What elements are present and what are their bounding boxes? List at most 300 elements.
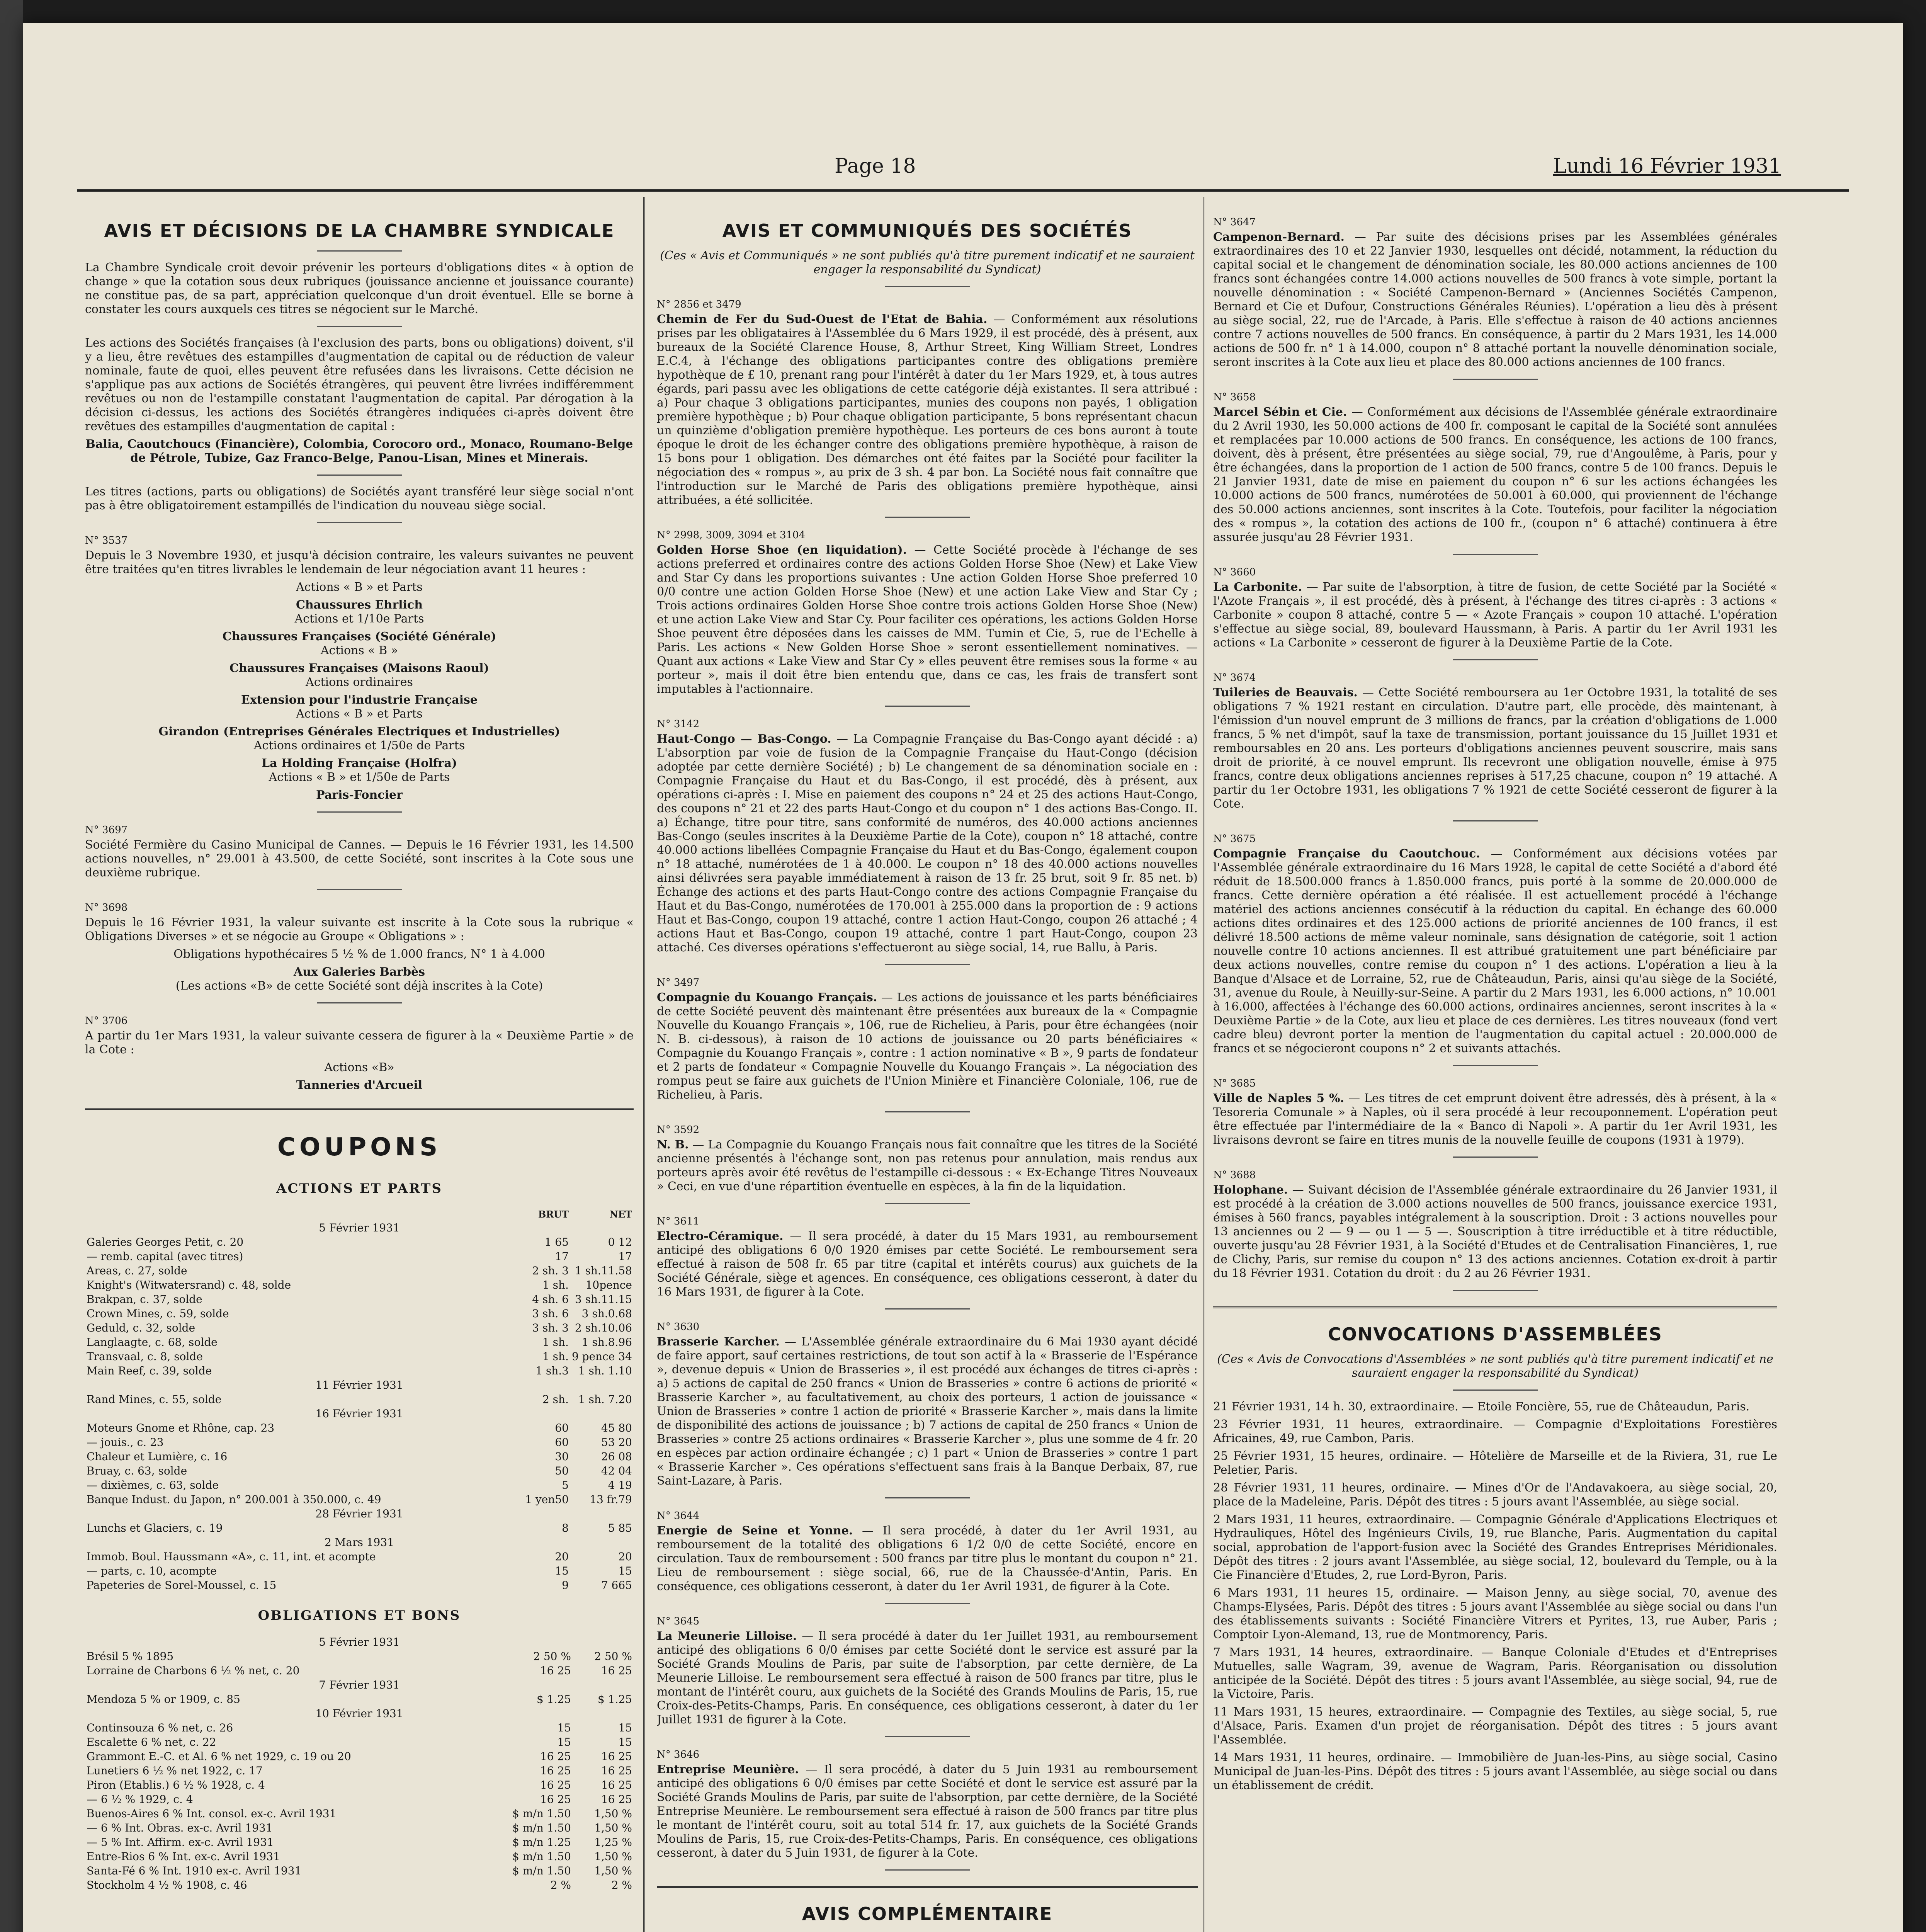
brut-value: 17 [555,1250,569,1263]
table-row [85,1549,634,1564]
notice-text: — Conformément aux décisions votées par l'Assemblée générale extraordinaire du 16 Mars 1928, le capital de cette Société a d'abord été réduit de 18.500.000 francs à 1.850.000 francs, puis porté à la somme de 20.000.000 de francs. Cette dernière opération a été réalisée. Il est actuellement procédé à l'échange matériel des actions anciennes consécutif à la réduction du capital. En échange des 60.000 actions dites ordinaires et des 125.000 actions de priorité anciennes de 100 francs, il est délivré 18.500 actions de même valeur nominale, sans désignation de catégorie, soit 1 action nouvelle contre 10 actions anciennes. Il est attribué gratuitement une part bénéficiaire par deux actions nouvelles, contre remise du coupon n° 1 des actions. L'opération a lieu à la Banque d'Alsace et de Lorraine, 52, rue de Châteaudun, Paris, ainsi qu'au siège de la Société, 31, avenue du Roule, à Neuilly-sur-Seine. A partir du 2 Mars 1931, les 6.000 actions, n° 10.001 à 16.000, affectées à l'échange des 60.000 actions, ordinaires anciennes, seront inscrites à la « Deuxième Partie » de la Cote, aux lieu et place de ces dernières. Les titres nouveaux (fond vert cadre bleu) devront porter la mention de l'augmentation du capital actuel : 20.000.000 de francs et se négocieront coupons n° 2 et suivants attachés. [1213,847,1777,1055]
notice-heading: Tuileries de Beauvais. [1213,686,1358,699]
table-row [85,1878,634,1892]
security-name: Continsouza 6 % net, c. 26 [87,1721,233,1734]
table-row [85,1478,634,1492]
net-value: 16 25 [601,1764,632,1777]
obligations-table [85,1635,634,1892]
separator [1453,554,1538,555]
security-name: Geduld, c. 32, solde [87,1321,195,1334]
paragraph: Depuis le 16 Février 1931, la valeur suivante est inscrite à la Cote sous la rubrique « Obligations Diverses » et se négocie au Groupe « Obligations » : [85,916,634,943]
brut-value: 3 sh. 6 [532,1307,569,1320]
net-value: 2 sh.10.06 [575,1321,632,1334]
brut-value: 15 [557,1736,571,1748]
net-value: 1 sh. 7.20 [578,1393,632,1406]
separator [1453,1290,1538,1291]
separator [885,1111,970,1112]
table-row [85,1335,634,1349]
security-name: Mendoza 5 % or 1909, c. 85 [87,1693,240,1706]
section-rule [1213,1306,1777,1308]
notice-body [1213,230,1777,369]
notice-body [657,1763,1198,1860]
table-row [85,1821,634,1835]
net-value: 1,50 % [594,1864,632,1877]
notice-body [657,991,1198,1102]
section-title: AVIS ET COMMUNIQUÉS DES SOCIÉTÉS [722,220,1132,241]
obligations-title: OBLIGATIONS ET BONS [258,1608,461,1623]
brut-value: $ m/n 1.25 [512,1836,571,1849]
notice-heading: Marcel Sébin et Cie. [1213,405,1347,419]
date-row [85,1378,634,1392]
paragraph: Les actions des Sociétés françaises (à l'exclusion des parts, bons ou obligations) doivent, s'il y a lieu, être revêtues des estampilles d'augmentation de capital ou de réduction de valeur nominale, faute de quoi, elles peuvent être refusées dans les livraisons. Cette décision ne s'applique pas aux actions de Sociétés étrangères, qui peuvent être livrées indifféremment revêtues ou non de l'estampille constatant l'augmentation de capital. Par dérogation à la décision ci-dessus, les actions des Sociétés étrangères indiquées ci-après doivent être revêtues des estampilles d'augmentation de capital : [85,336,634,433]
table-row [85,1764,634,1778]
security-name: Main Reef, c. 39, solde [87,1364,212,1377]
security-name: Entre-Rios 6 % Int. ex-c. Avril 1931 [87,1850,280,1863]
brut-value: 1 sh. [542,1279,569,1291]
security-name: Stockholm 4 ½ % 1908, c. 46 [87,1879,247,1891]
paragraph: La Chambre Syndicale croit devoir prévenir les porteurs d'obligations dites « à option de change » que la cotation sous deux rubriques (jouissance ancienne et jouissance courante) ne constitue pas, de sa part, appréciation quelconque d'un droit éventuel. Elle se borne à constater les cours auxquels ces titres se négocient sur le Marché. [85,261,634,316]
net-value: 16 25 [601,1793,632,1806]
notice-number: N° 3142 [657,718,700,730]
notice-heading: La Meunerie Lilloise. [657,1629,797,1643]
notice-body [1213,1092,1777,1147]
net-value: 53 20 [601,1436,632,1449]
section-title: AVIS COMPLÉMENTAIRE [802,1903,1053,1924]
net-value: 3 sh.11.15 [575,1293,632,1306]
separator [317,522,402,523]
notice-number: N° 3630 [657,1321,700,1333]
table-row [85,1492,634,1507]
table-row [85,1835,634,1849]
table-date: 28 Février 1931 [315,1507,403,1520]
column-avis-societes [657,205,1198,1932]
company-name: Girandon (Entreprises Générales Electriques et Industrielles) [158,725,560,738]
convocation-item: 28 Février 1931, 11 heures, ordinaire. — Mines d'Or de l'Andavakoera, au siège social, 20, place de la Madeleine, Paris. Dépôt des titres : 5 jours avant l'Assemblée, au siège social. [1213,1481,1777,1509]
col-brut: BRUT [538,1209,569,1220]
notice-number: N° 3675 [1213,833,1256,845]
net-value: 3 sh.0.68 [581,1307,632,1320]
notice-number: N° 3611 [657,1216,700,1227]
brut-value: 20 [555,1550,569,1563]
net-value: 16 25 [601,1750,632,1763]
section-title: CONVOCATIONS D'ASSEMBLÉES [1328,1324,1663,1345]
notice-body [657,1524,1198,1594]
company-name: Tanneries d'Arcueil [296,1078,423,1092]
paragraph: Actions «B» [324,1061,394,1074]
brut-value: 1 sh.3 [535,1364,569,1377]
separator [885,1736,970,1737]
notice-text: — La Compagnie Française du Bas-Congo ayant décidé : a) L'absorption par voie de fusion de la Compagnie Française du Haut-Congo (décision adoptée par cette dernière Société) ; b) Le changement de sa dénomination sociale en : Compagnie Française du Haut et du Bas-Congo, il est procédé, dès à présent, aux opérations ci-après : I. Mise en paiement des coupons n° 24 et 25 des actions Haut-Congo, des coupons n° 21 et 22 des parts Haut-Congo et du coupon n° 1 des actions Bas-Congo. II. a) Échange, titre pour titre, sans conformité de numéros, des 40.000 actions anciennes Bas-Congo (seules inscrites à la Deuxième Partie de la Cote), coupon n° 18 attaché, contre 40.000 actions libellées Compagnie Française du Haut et du Bas-Congo, également coupon n° 18 attaché, numérotées de 1 à 40.000. Le coupon n° 18 des 40.000 actions nouvelles ainsi délivrées sera payable immédiatement à raison de 13 fr. 25 brut, soit 9 fr. 85 net. b) Échange des actions et des parts Haut-Congo contre des actions Compagnie Française du Haut et du Bas-Congo, numérotées de 170.001 à 255.000 dans la proportion de : 9 actions Haut et Bas-Congo, coupon 19 attaché, contre 1 action Haut-Congo, coupon 26 attaché ; 4 actions Haut et Bas-Congo, coupon 19 attaché, contre 1 part Haut-Congo, coupon 23 attaché. Ces diverses opérations s'effectueront au siège social, 14, rue Ballu, à Paris. [657,732,1198,954]
table-row [85,1521,634,1535]
paragraph: (Les actions «B» de cette Société sont déjà inscrites à la Cote) [175,979,543,993]
table-row [85,1849,634,1864]
net-value: 2 50 % [594,1650,632,1663]
table-row [85,1864,634,1878]
page-number: Page 18 [835,155,916,178]
security-type: Actions « B » et Parts [296,580,423,594]
table-date: 10 Février 1931 [315,1707,403,1720]
security-type: Actions ordinaires et 1/50e de Parts [253,739,465,752]
net-value: 9 pence 34 [571,1350,632,1363]
notice-number: N° 3647 [1213,216,1256,228]
brut-value: 15 [557,1721,571,1734]
notice-text: — La Compagnie du Kouango Français nous fait connaître que les titres de la Société ancienne présentés à l'échange sont, non pas retenus pour annulation, mais rendus aux porteurs après avoir été revêtus de l'estampille ci-dessous : « Ex-Echange Titres Nouveaux » Ceci, en vue d'une répartition éventuelle en espèces, à la fin de la liquidation. [657,1138,1198,1193]
net-value: 45 80 [601,1422,632,1434]
company-name: Chaussures Françaises (Maisons Raoul) [229,662,489,675]
security-name: — 5 % Int. Affirm. ex-c. Avril 1931 [87,1836,274,1849]
separator [885,1308,970,1310]
notice-number: N° 3688 [1213,1169,1256,1181]
security-type: Actions « B » et 1/50e de Parts [269,770,450,784]
security-name: Chaleur et Lumière, c. 16 [87,1450,228,1463]
notice-number: N° 3646 [657,1749,700,1760]
table-date: 11 Février 1931 [315,1379,403,1391]
brut-value: 8 [562,1522,569,1534]
table-row [85,1749,634,1764]
security-name: Santa-Fé 6 % Int. 1910 ex-c. Avril 1931 [87,1864,302,1877]
notice-body [1213,405,1777,544]
notice-heading: Electro-Céramique. [657,1230,784,1243]
company-name: Extension pour l'industrie Française [241,693,478,707]
notice-heading: Entreprise Meunière. [657,1763,799,1776]
brut-value: 1 yen50 [525,1493,569,1506]
table-date: 16 Février 1931 [315,1407,403,1420]
notice-body [657,543,1198,696]
paragraph: Obligations hypothécaires 5 ½ % de 1.000 francs, N° 1 à 4.000 [173,947,545,961]
notice-text: — Il sera procédé, à dater du 15 Mars 1931, au remboursement anticipé des obligations 6 0/0 1920 émises par cette Société. Le remboursement sera effectué à raison de 508 fr. 65 par titre (capital et intérêts courus) aux guichets de la Société Générale, siège et agences. En conséquence, ces obligations cesseront, à dater du 16 Mars 1931, de figurer à la Cote. [657,1230,1198,1299]
scan-edge [0,0,23,1932]
security-name: — dixièmes, c. 63, solde [87,1479,219,1492]
security-name: Bruay, c. 63, solde [87,1464,187,1477]
notice-body [657,1629,1198,1727]
date-row [85,1507,634,1521]
notice-number: N° 3645 [657,1616,700,1627]
notice-text: — Il sera procédé à dater du 1er Juillet 1931, au remboursement anticipé des obligations 6 0/0 émises par cette Société dont le service est assuré par la Société Grands Moulins de Paris, par suite de l'absorption, par cette dernière, de La Meunerie Lilloise. Le remboursement sera effectué à raison de 500 francs par titre, plus le montant de l'intérêt couru, aux guichets de la Société des Grands Moulins de Paris, 15, rue Croix-des-Petits-Champs, Paris. En conséquence, ces obligations cesseront, à dater du 1er Juillet 1931 de figurer à la Cote. [657,1629,1198,1726]
brut-value: 16 25 [540,1779,571,1791]
brut-value: 1 sh. [542,1336,569,1349]
table-row [85,1321,634,1335]
net-value: 42 04 [601,1464,632,1477]
security-name: Transvaal, c. 8, solde [87,1350,203,1363]
convocation-item: 6 Mars 1931, 11 heures 15, ordinaire. — Maison Jenny, au siège social, 70, avenue des Champs-Elysées, Paris. Dépôt des titres : 5 jours avant l'Assemblée au siège social ou dans l'un des établissements suivants : Société Financière Vitrers et Pyrites, 13, rue Auber, Paris ; Comptoir Lyon-Alemand, 13, rue de Montmorency, Paris. [1213,1586,1777,1641]
separator [317,1002,402,1003]
section-rule [85,1108,634,1110]
net-value: 17 [618,1250,632,1263]
net-value: 1,25 % [594,1836,632,1849]
notice-text: — L'Assemblée générale extraordinaire du 6 Mai 1930 ayant décidé de faire apport, sauf certaines restrictions, de tout son actif à la « Brasserie de l'Espérance », devenue depuis « Union de Brasseries », il est procédé aux échanges de titres ci-après : a) 5 actions de capital de 250 francs « Union de Brasseries » contre 6 actions de priorité « Brasserie Karcher », au facultativement, au choix des porteurs, 1 action de jouissance « Union de Brasseries » contre 1 action de priorité « Brasserie Karcher », mais dans la limite de disponibilité des actions de jouissance ; b) 7 actions de capital de 250 francs « Union de Brasseries » contre 25 actions ordinaires « Brasserie Karcher », plus une somme de 4 fr. 20 en espèces par action ordinaire échangée ; c) 1 part « Union de Brasseries » contre 1 part « Brasserie Karcher ». Ces opérations s'effectuent sans frais à la Banque Derbaix, 87, rue Saint-Lazare, à Paris. [657,1335,1198,1488]
convocation-item: 21 Février 1931, 14 h. 30, extraordinaire. — Etoile Foncière, 55, rue de Châteaudun, Paris. [1213,1400,1750,1413]
notice-heading: N. B. [657,1138,689,1151]
brut-value: 2 % [550,1879,571,1891]
notice-body [657,1335,1198,1488]
table-row [85,1464,634,1478]
net-value: 20 [618,1550,632,1563]
brut-value: 30 [555,1450,569,1463]
brut-value: $ m/n 1.50 [512,1850,571,1863]
paragraph: Société Fermière du Casino Municipal de Cannes. — Depuis le 16 Février 1931, les 14.500 actions nouvelles, n° 29.001 à 43.500, de cette Société, sont inscrites à la Cote sous une deuxième rubrique. [85,838,634,879]
security-type: Actions « B » [320,644,398,657]
net-value: 1,50 % [594,1821,632,1834]
security-name: — 6 ½ % 1929, c. 4 [87,1793,193,1806]
security-name: Langlaagte, c. 68, solde [87,1336,218,1349]
separator [1453,1156,1538,1158]
net-value: 10pence [585,1279,632,1291]
security-name: Grammont E.-C. et Al. 6 % net 1929, c. 19 ou 20 [87,1750,351,1763]
net-value: 15 [618,1736,632,1748]
date-row [85,1635,634,1649]
column-divider [1204,197,1205,1932]
notice-text: — Il sera procédé, à dater du 5 Juin 1931 au remboursement anticipé des obligations 6 0/0 émises par cette Société et dont le service est assuré par la Société Grands Moulins de Paris, par suite de l'absorption, par cette dernière, de la Société Entreprise Meunière. Le remboursement sera effectué à raison de 500 francs par titre plus le montant de l'intérêt couru, soit au total 514 fr. 17, aux guichets de la Société Grands Moulins de Paris, 15, rue Croix-des-Petits-Champs, Paris. En conséquence, ces obligations cesseront, à dater du 5 Juin 1931, de figurer à la Cote. [657,1763,1198,1860]
separator [317,811,402,813]
separator [885,1869,970,1871]
convocation-item: 14 Mars 1931, 11 heures, ordinaire. — Immobilière de Juan-les-Pins, au siège social, Casino Municipal de Juan-les-Pins. Dépôt des titres : 5 jours avant l'Assemblée, au siège social ou dans un établissement de crédit. [1213,1751,1777,1792]
notice-number: N° 3644 [657,1510,700,1522]
net-value: 1,50 % [594,1807,632,1820]
brut-value: 2 50 % [533,1650,571,1663]
net-value: 0 12 [608,1236,632,1248]
convocation-item: 23 Février 1931, 11 heures, extraordinaire. — Compagnie d'Exploitations Forestières Africaines, 49, rue Cambon, Paris. [1213,1418,1777,1445]
brut-value: 60 [555,1436,569,1449]
security-name: Brésil 5 % 1895 [87,1650,174,1663]
table-row [85,1564,634,1578]
net-value: 1 sh.8.96 [581,1336,632,1349]
notice-heading: Ville de Naples 5 %. [1213,1092,1344,1105]
net-value: 13 fr.79 [590,1493,632,1506]
company-name: Chaussures Ehrlich [296,598,423,612]
notice-heading: Compagnie du Kouango Français. [657,991,877,1004]
notice-number: N° 3697 [85,824,128,836]
table-row [85,1663,634,1678]
table-row [85,1792,634,1806]
brut-value: 60 [555,1422,569,1434]
notice-number: N° 3698 [85,902,128,913]
brut-value: 50 [555,1464,569,1477]
notice-body [1213,847,1777,1056]
security-name: Lunchs et Glaciers, c. 19 [87,1522,223,1534]
paragraph: Les titres (actions, parts ou obligations) de Sociétés ayant transféré leur siège social n'ont pas à être obligatoirement estampillés de l'indication du nouveau siège social. [85,485,634,512]
security-name: — remb. capital (avec titres) [87,1250,243,1263]
notice-heading: La Carbonite. [1213,580,1302,594]
company-name: Paris-Foncier [316,788,403,802]
security-type: Actions ordinaires [306,675,413,689]
separator [1453,379,1538,380]
notice-text: — Conformément aux résolutions prises par les obligataires à l'Assemblée du 6 Mars 1929, il est procédé, dès à présent, aux bureaux de la Société Clarence House, 8, Arthur Street, King William Street, Londres E.C.4, à l'échange des obligations participantes contre des obligations première hypothèque de £ 10, prenant rang pour l'intérêt à dater du 1er Mars 1929, et, à tous autres égards, pari passu avec les obligations de cette catégorie déjà existantes. Il sera attribué : a) Pour chaque 3 obligations participantes, munies des coupons non payés, 1 obligation première hypothèque ; b) Pour chaque obligation participante, 5 bons représentant chacun un quinzième d'obligation première hypothèque. Les porteurs de ces bons auront à toute époque le droit de les échanger contre des obligations première hypothèque, à raison de 15 bons pour 1 obligation. Des démarches ont été faites par la Société pour faciliter la négociation des « rompus », au prix de 3 sh. 4 par bon. La Société nous fait connaître que l'introduction sur le Marché de Paris des obligations première hypothèque, ainsi attribuées, a été sollicitée. [657,313,1198,507]
notice-text: — Cette Société remboursera au 1er Octobre 1931, la totalité de ses obligations 7 % 1921 restant en circulation. D'autre part, elle procède, dès maintenant, à l'émission d'un nouvel emprunt de 3 millions de francs, par la création d'obligations de 1.000 francs, 5 % net d'impôt, sauf la taxe de transmission, portant jouissance du 15 Juillet 1931 et remboursables en 20 ans. Les porteurs d'obligations anciennes peuvent souscrire, mais sans droit de priorité, à ce nouvel emprunt. Ils recevront une obligation nouvelle, émise à 975 francs, contre deux obligations anciennes reprises à 517,25 chacune, coupon n° 19 attaché. A partir du 1er Octobre 1931, les obligations 7 % 1921 de cette Société cesseront de figurer à la Cote. [1213,686,1777,811]
security-name: Buenos-Aires 6 % Int. consol. ex-c. Avril 1931 [87,1807,337,1820]
table-row [85,1292,634,1306]
separator [1453,820,1538,821]
coupons-title: COUPONS [277,1133,442,1162]
brut-value: $ 1.25 [536,1693,571,1706]
company-list: Balia, Caoutchoucs (Financière), Colombia, Corocoro ord., Monaco, Roumano-Belge de Pétrole, Tubize, Gaz Franco-Belge, Panou-Lisan, Mines et Minerais. [85,437,633,465]
table-row [85,1735,634,1749]
table-row [85,1435,634,1449]
convocation-item: 7 Mars 1931, 14 heures, extraordinaire. — Banque Coloniale d'Etudes et d'Entreprises Mutuelles, salle Wagram, 39, avenue de Wagram, Paris. Réorganisation ou dissolution anticipée de la Société. Dépôt des titres : 5 jours avant l'Assemblée, au siège social, 94, rue de la Victoire, Paris. [1213,1646,1777,1701]
table-row [85,1249,634,1264]
security-name: Lorraine de Charbons 6 ½ % net, c. 20 [87,1664,300,1677]
table-row [85,1721,634,1735]
net-value: 2 % [611,1879,632,1891]
company-name: Aux Galeries Barbès [293,965,425,979]
security-name: — 6 % Int. Obras. ex-c. Avril 1931 [87,1821,273,1834]
security-name: Lunetiers 6 ½ % net 1922, c. 17 [87,1764,263,1777]
date-row [85,1706,634,1721]
brut-value: 5 [562,1479,569,1492]
convocation-list [1213,1400,1777,1793]
notice-heading: Energie de Seine et Yonne. [657,1524,853,1537]
separator [1453,1389,1538,1391]
coupons-table [85,1208,634,1592]
notice-text: — Suivant décision de l'Assemblée générale extraordinaire du 26 Janvier 1931, il est procédé à la création de 3.000 actions nouvelles de 500 francs, jouissance exercice 1931, émises à 560 francs, payables intégralement à la souscription. Droit : 3 actions nouvelles pour 13 anciennes ou 2 — 9 — ou 1 — 5 —. Souscription à titre irréductible et à titre réductible, ouverte jusqu'au 28 Février 1931, à la Société d'Etudes et de Centralisation Financières, 1, rue de Clichy, Paris, sur remise du coupon n° 13 des actions anciennes. Cotation ex-droit à partir du 18 Février 1931. Cotation du droit : du 2 au 26 Février 1931. [1213,1183,1777,1280]
security-name: Banque Indust. du Japon, n° 200.001 à 350.000, c. 49 [87,1493,381,1506]
notice-text: — Les titres de cet emprunt doivent être adressés, dès à présent, à la « Tesoreria Comunale » à Naples, où il sera procédé à leur recouponnement. L'opération peut être effectuée par l'intermédiaire de la « Banco di Napoli ». A partir du 1er Avril 1931, les livraisons devront se faire en titres munis de la nouvelle feuille de coupons (1931 à 1979). [1213,1092,1777,1147]
table-row [85,1349,634,1364]
security-name: Areas, c. 27, solde [87,1264,187,1277]
separator [885,706,970,707]
brut-value: 16 25 [540,1664,571,1677]
column-avis-suite [1213,205,1777,1932]
notice-text: — Les actions de jouissance et les parts bénéficiaires de cette Société peuvent dès maintenant être présentées aux bureaux de la « Compagnie Nouvelle du Kouango Français », 106, rue de Richelieu, à Paris, pour être échangées (noir N. B. ci-dessous), à raison de 10 actions de jouissance ou 20 parts bénéficiaires « Compagnie du Kouango Français », contre : 1 action nominative « B », 9 parts de fondateur et 2 parts de fondateur « Compagnie Nouvelle du Kouango Français ». La négociation des rompus peut se faire aux guichets de l'Union Minière et Financière Coloniale, 106, rue de Richelieu, à Paris. [657,991,1198,1102]
table-header [85,1208,634,1221]
table-row [85,1264,634,1278]
security-name: — jouis., c. 23 [87,1436,164,1449]
brut-value: 4 sh. 6 [532,1293,569,1306]
company-name: La Holding Française (Holfra) [262,757,457,770]
notice-heading: Chemin de Fer du Sud-Ouest de l'Etat de Bahia. [657,313,988,326]
table-date: 7 Février 1931 [319,1679,400,1691]
notice-text: — Par suite de l'absorption, à titre de fusion, de cette Société par la Société « l'Azote Français », il est procédé, dès à présent, à l'échange des titres ci-après : 3 actions « Carbonite » coupon 8 attaché, contre 5 — « Azote Français » coupon 10 attaché. L'opération s'effectue au siège social, 89, boulevard Haussmann, à Paris. A partir du 1er Avril 1931 les actions « La Carbonite » cesseront de figurer à la Deuxième Partie de la Cote. [1213,580,1777,650]
separator [317,889,402,890]
security-name: Galeries Georges Petit, c. 20 [87,1236,244,1248]
paragraph: A partir du 1er Mars 1931, la valeur suivante cessera de figurer à la « Deuxième Partie » de la Cote : [85,1029,634,1056]
notice-list [657,299,1198,1871]
security-name: Papeteries de Sorel-Moussel, c. 15 [87,1579,277,1592]
notice-text: — Par suite des décisions prises par les Assemblées générales extraordinaires des 10 et 22 Janvier 1930, lesquelles ont décidé, notamment, la réduction du capital social et le changement de dénomination sociale, les 80.000 actions anciennes de 100 francs sont échangées contre 14.000 actions nouvelles de 500 francs à vote simple, portant la nouvelle dénomination : « Société Campenon-Bernard » (Anciennes Sociétés Campenon, Bernard et Cie et Dufour, Constructions Générales Réunies). L'opération a lieu dès à présent au siège social, 22, rue de l'Arcade, à Paris. Elle s'effectue à raison de 40 actions anciennes contre 7 actions nouvelles de 500 francs. En conséquence, à partir du 2 Mars 1931, les 14.000 actions de 500 fr. n° 1 à 14.000, coupon n° 8 attaché portant la nouvelle dénomination sociale, seront inscrites à la Cote aux lieu et place des 80.000 actions anciennes de 100 francs. [1213,230,1777,369]
separator [885,964,970,965]
table-row [85,1392,634,1406]
notice-heading: Golden Horse Shoe (en liquidation). [657,543,907,557]
net-value: 16 25 [601,1779,632,1791]
notice-heading: Holophane. [1213,1183,1288,1197]
security-type: Actions et 1/10e Parts [294,612,424,626]
table-date: 5 Février 1931 [319,1221,400,1234]
convocation-item: 11 Mars 1931, 15 heures, extraordinaire. — Compagnie des Textiles, au siège social, 5, rue d'Alsace, Paris. Examen d'un projet de réorganisation. Dépôt des titres : 5 jours avant l'Assemblée. [1213,1705,1777,1747]
table-row [85,1806,634,1821]
notice-text: — Cette Société procède à l'échange de ses actions preferred et ordinaires contre des actions Golden Horse Shoe (New) et Lake View and Star Cy dans les proportions suivantes : Une action Golden Horse Shoe preferred 10 0/0 contre une action Golden Horse Shoe (New) et une action Lake View and Star Cy ; Trois actions ordinaires Golden Horse Shoe contre trois actions Golden Horse Shoe (New) et une action Lake View and Star Cy. Pour faciliter ces opérations, les actions Golden Horse Shoe peuvent être déposées dans les caisses de MM. Tumin et Cie, 5, rue de l'Echelle à Paris. Les actions « New Golden Horse Shoe » seront essentiellement nominatives. — Quant aux actions « Lake View and Star Cy » elles peuvent être remises sous la forme « au porteur », mais il doit être bien entendu que, dans ce cas, les frais de transfert sont imputables à l'actionnaire. [657,543,1198,696]
security-name: Immob. Boul. Haussmann «A», c. 11, int. et acompte [87,1550,376,1563]
date-row [85,1221,634,1235]
section-rule [657,1886,1198,1888]
separator [317,474,402,476]
brut-value: $ m/n 1.50 [512,1864,571,1877]
section-subtitle: (Ces « Avis et Communiqués » ne sont publiés qu'à titre purement indicatif et ne sauraient engager la responsabilité du Syndicat) [660,249,1195,276]
table-date: 2 Mars 1931 [325,1536,394,1549]
separator [885,517,970,518]
notice-number: N° 2998, 3009, 3094 et 3104 [657,529,806,541]
company-name: Chaussures Françaises (Société Générale) [222,630,496,643]
security-name: Piron (Etablis.) 6 ½ % 1928, c. 4 [87,1779,265,1791]
notice-body [657,313,1198,507]
table-row [85,1778,634,1792]
table-row [85,1278,634,1292]
notice-number: N° 3592 [657,1124,700,1136]
table-row [85,1235,634,1249]
brut-value: 16 25 [540,1793,571,1806]
section-title: AVIS ET DÉCISIONS DE LA CHAMBRE SYNDICALE [104,220,615,241]
brut-value: 9 [562,1579,569,1592]
notice-list [1213,216,1777,1291]
paragraph: Depuis le 3 Novembre 1930, et jusqu'à décision contraire, les valeurs suivantes ne peuvent être traitées qu'en titres livrables le lendemain de leur négociation avant 11 heures : [85,549,634,576]
brut-value: 16 25 [540,1750,571,1763]
brut-value: $ m/n 1.50 [512,1807,571,1820]
separator [885,1203,970,1204]
table-row [85,1449,634,1464]
separator [317,326,402,327]
notice-body [657,1230,1198,1299]
net-value: 7 665 [601,1579,632,1592]
brut-value: 15 [555,1565,569,1577]
brut-value: 16 25 [540,1764,571,1777]
notice-number: N° 3497 [657,977,700,988]
column-divider [643,197,645,1932]
separator [1453,1065,1538,1066]
date-row [85,1406,634,1421]
net-value: 1 sh.11.58 [575,1264,632,1277]
net-value: 1,50 % [594,1850,632,1863]
table-date: 5 Février 1931 [319,1636,400,1648]
security-name: Knight's (Witwatersrand) c. 48, solde [87,1279,291,1291]
security-name: Escalette 6 % net, c. 22 [87,1736,216,1748]
actions-parts-title: ACTIONS ET PARTS [276,1181,442,1196]
table-row [85,1306,634,1321]
notice-number: N° 2856 et 3479 [657,299,741,310]
notice-number: N° 3706 [85,1015,128,1027]
brut-value: 3 sh. 3 [532,1321,569,1334]
notice-heading: Haut-Congo — Bas-Congo. [657,732,831,746]
brut-value: 1 sh. [542,1350,569,1363]
notice-number: N° 3658 [1213,391,1256,403]
separator [1453,659,1538,660]
net-value: 15 [618,1565,632,1577]
notice-number: N° 3685 [1213,1078,1256,1089]
net-value: 16 25 [601,1664,632,1677]
date-row [85,1535,634,1549]
notice-heading: Brasserie Karcher. [657,1335,780,1349]
table-row [85,1421,634,1435]
brut-value: 2 sh. 3 [532,1264,569,1277]
separator [885,286,970,287]
col-net: NET [609,1209,632,1220]
net-value: 26 08 [601,1450,632,1463]
net-value: $ 1.25 [597,1693,632,1706]
notice-body [657,1138,1198,1194]
notice-number: N° 3660 [1213,566,1256,578]
security-list [85,580,634,802]
newspaper-page [23,23,1903,1932]
separator [885,1603,970,1604]
convocation-item: 25 Février 1931, 15 heures, ordinaire. — Hôtelière de Marseille et de la Riviera, 31, rue Le Peletier, Paris. [1213,1449,1777,1477]
table-row [85,1692,634,1706]
notice-text: — Conformément aux décisions de l'Assemblée générale extraordinaire du 2 Avril 1930, les 50.000 actions de 400 fr. composant le capital de la Société sont annulées et remplacées par 10.000 actions de 500 francs. En conséquence, les actions de 100 francs, doivent, dès à présent, être présentées au siège social, 79, rue d'Angoulême, à Paris, pour y être échangées, dans la proportion de 1 action de 500 francs, contre 5 de 100 francs. Depuis le 21 Janvier 1931, date de mise en paiement du coupon n° 6 sur les actions échangées les 10.000 actions de 500 francs, numérotées de 50.001 à 60.000, qui proviennent de l'échange des 50.000 actions anciennes, sont inscrites à la Cote. Toutefois, pour faciliter la négociation des « rompus », la cotation des actions de 100 fr., (coupon n° 6 attaché) continuera à être assurée jusqu'au 28 Février 1931. [1213,405,1777,544]
separator [885,1497,970,1498]
notice-number: N° 3674 [1213,672,1256,684]
net-value: 1 sh. 1.10 [578,1364,632,1377]
security-name: Crown Mines, c. 59, solde [87,1307,229,1320]
net-value: 15 [618,1721,632,1734]
security-type: Actions « B » et Parts [296,707,423,721]
column-chambre-syndicale [85,205,634,1932]
section-subtitle: (Ces « Avis de Convocations d'Assemblées » ne sont publiés qu'à titre purement indicatif et ne sauraient engager la responsabilité du Syndicat) [1217,1352,1773,1380]
